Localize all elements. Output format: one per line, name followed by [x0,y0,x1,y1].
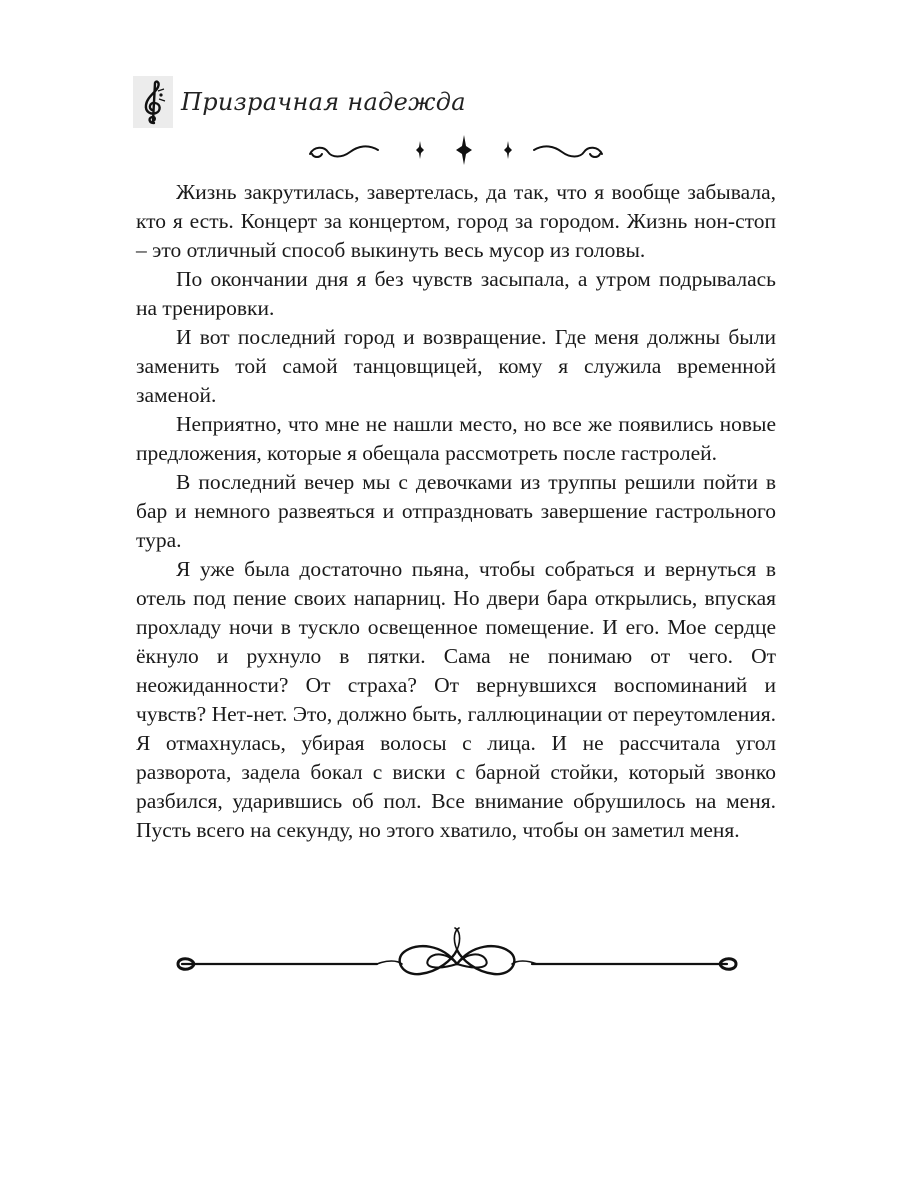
paragraph: Неприятно, что мне не нашли место, но все же появились новые предложения, которые я обещала рассмотреть после гастролей. [136,412,776,465]
paragraph: По окончании дня я без чувств засыпала, а утром подрывалась на тренировки. [136,267,776,320]
star-divider-icon [306,132,606,170]
paragraph: Жизнь закрутилась, завертелась, да так, что я вообще забывала, кто я есть. Концерт за концертом, город за городом. Жизнь нон-стоп – это отличный способ выкинуть весь мусор из головы. [136,180,776,262]
book-title: Призрачная надежда [181,88,466,116]
treble-clef-icon [133,76,173,128]
paragraph: И вот последний город и возвращение. Где меня должны были заменить той самой танцовщицей, кому я служила временной заменой. [136,325,776,407]
paragraph: В последний вечер мы с девочками из труппы решили пойти в бар и немного развеяться и отпраздновать завершение гастрольного тура. [136,470,776,552]
body-text [136,178,776,845]
running-header [133,74,466,130]
flourish-divider-icon [172,924,742,984]
paragraph: Я уже была достаточно пьяна, чтобы собраться и вернуться в отель под пение своих напарниц. Но двери бара открылись, впуская прохладу ночи в тускло освещенное помещение. И его. Мое сердце ёкнуло и рухнуло в пятки. Сама не понимаю от чего. От неожиданности? От страха? От вернувшихся воспоминаний и чувств? Нет-нет. Это, должно быть, галлюцинации от переутомления. Я отмахнулась, убирая волосы с лица. И не рассчитала угол разворота, задела бокал с виски с барной стойки, который звонко разбился, ударившись об пол. Все внимание обрушилось на меня. Пусть всего на секунду, но этого хватило, чтобы он заметил меня. [136,557,776,842]
